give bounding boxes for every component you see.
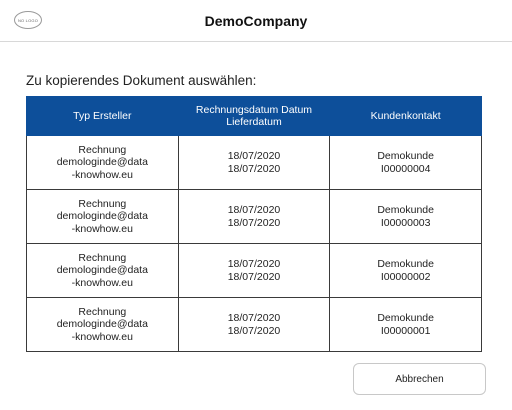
- creator-line: demologinde@data: [56, 318, 148, 331]
- contact-id: I00000004: [380, 162, 431, 175]
- dates-cell[interactable]: [178, 190, 330, 244]
- table-row[interactable]: [27, 190, 482, 244]
- dates-cell[interactable]: [178, 136, 330, 190]
- creator-line: demologinde@data: [56, 264, 148, 277]
- column-header-customer-contact: Kundenkontakt: [330, 97, 482, 136]
- dates-cell[interactable]: [178, 298, 330, 352]
- cancel-button[interactable]: Abbrechen: [353, 363, 486, 395]
- document-type: Rechnung: [78, 305, 127, 318]
- document-type: Rechnung: [78, 197, 127, 210]
- delivery-date: 18/07/2020: [227, 162, 281, 175]
- document-table: [26, 96, 482, 352]
- creator-line: demologinde@data: [56, 210, 148, 223]
- customer-contact-cell[interactable]: [330, 190, 482, 244]
- invoice-date: 18/07/2020: [227, 312, 281, 324]
- invoice-date: 18/07/2020: [227, 258, 281, 270]
- creator-line: -knowhow.eu: [71, 222, 133, 235]
- table-row[interactable]: [27, 298, 482, 352]
- table-header-row: [27, 97, 482, 136]
- creator-line: -knowhow.eu: [71, 168, 133, 181]
- table-row[interactable]: [27, 136, 482, 190]
- column-header-type-creator: Typ Ersteller: [27, 97, 179, 136]
- customer-name: Demokunde: [377, 204, 434, 216]
- creator-line: -knowhow.eu: [71, 276, 133, 289]
- contact-id: I00000003: [380, 216, 431, 229]
- contact-id: I00000001: [380, 324, 431, 337]
- customer-contact-cell[interactable]: [330, 136, 482, 190]
- contact-id: I00000002: [380, 270, 431, 283]
- creator-line: -knowhow.eu: [71, 330, 133, 343]
- document-type: Rechnung: [78, 143, 127, 156]
- document-type: Rechnung: [78, 251, 127, 264]
- app-header: [0, 0, 512, 42]
- creator-line: demologinde@data: [56, 156, 148, 169]
- type-creator-cell[interactable]: [27, 190, 179, 244]
- customer-name: Demokunde: [377, 312, 434, 324]
- page-title: Zu kopierendes Dokument auswählen:: [26, 73, 257, 88]
- table-row[interactable]: [27, 244, 482, 298]
- customer-contact-cell[interactable]: [330, 244, 482, 298]
- customer-name: Demokunde: [377, 150, 434, 162]
- type-creator-cell[interactable]: [27, 298, 179, 352]
- customer-name: Demokunde: [377, 258, 434, 270]
- delivery-date: 18/07/2020: [227, 270, 281, 283]
- dates-cell[interactable]: [178, 244, 330, 298]
- customer-contact-cell[interactable]: [330, 298, 482, 352]
- invoice-date: 18/07/2020: [227, 150, 281, 162]
- column-header-dates: Rechnungsdatum Datum Lieferdatum: [178, 97, 330, 136]
- type-creator-cell[interactable]: [27, 136, 179, 190]
- invoice-date: 18/07/2020: [227, 204, 281, 216]
- type-creator-cell[interactable]: [27, 244, 179, 298]
- delivery-date: 18/07/2020: [227, 216, 281, 229]
- company-name: DemoCompany: [204, 13, 308, 29]
- delivery-date: 18/07/2020: [227, 324, 281, 337]
- logo-text: NO LOGO: [17, 17, 39, 23]
